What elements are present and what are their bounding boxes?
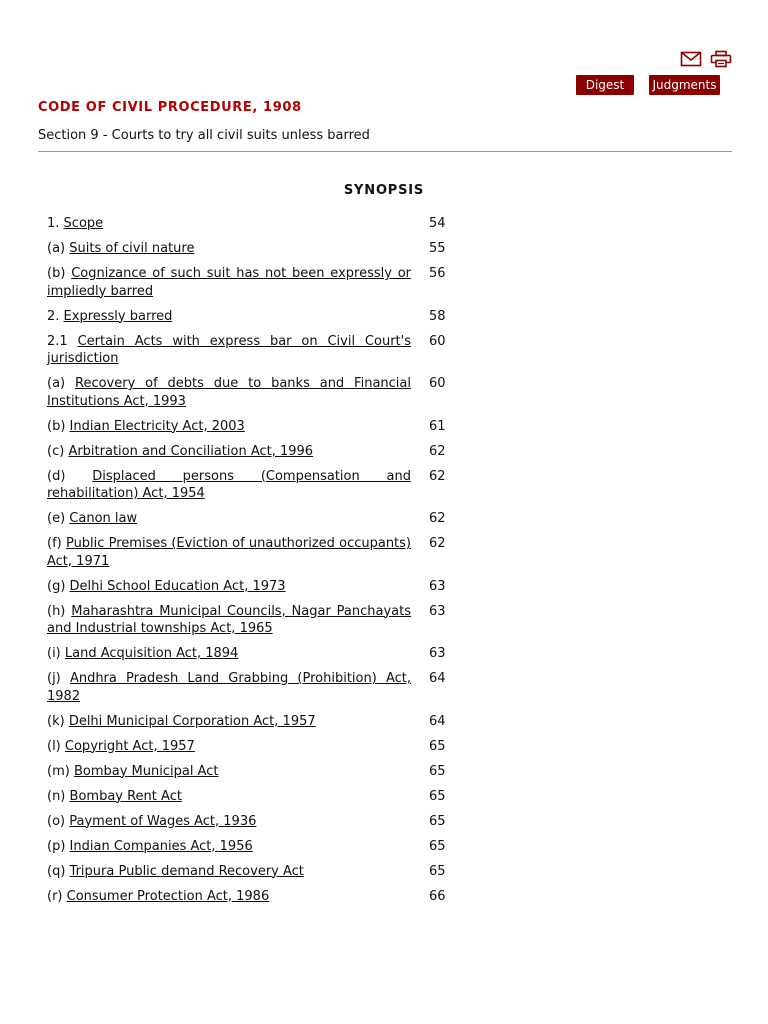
entry-page-number: 64 bbox=[429, 713, 446, 729]
synopsis-entry bbox=[47, 738, 467, 756]
entry-number: (h) bbox=[47, 603, 66, 619]
entry-text bbox=[47, 510, 411, 528]
entry-number: (a) bbox=[47, 241, 66, 256]
entry-number: (r) bbox=[47, 888, 63, 904]
entry-text bbox=[47, 603, 411, 638]
entry-number: (e) bbox=[47, 511, 66, 526]
synopsis-entry bbox=[47, 240, 467, 258]
entry-page-number: 60 bbox=[429, 376, 446, 391]
entry-number: (b) bbox=[47, 266, 66, 281]
entry-text bbox=[47, 308, 411, 326]
entry-link[interactable]: Cognizance of such suit has not been expressly or impliedly barred bbox=[47, 266, 411, 299]
synopsis-entry bbox=[47, 418, 467, 436]
entry-link[interactable]: Bombay Municipal Act bbox=[73, 763, 219, 779]
entry-link[interactable]: Recovery of debts due to banks and Financial Institutions Act, 1993 bbox=[47, 376, 411, 409]
entry-page-number: 62 bbox=[429, 443, 446, 459]
entry-number: (q) bbox=[47, 863, 66, 879]
entry-page-number: 55 bbox=[429, 241, 446, 256]
synopsis-entry bbox=[47, 443, 467, 461]
entry-page-number: 61 bbox=[429, 418, 446, 434]
synopsis-entry bbox=[47, 510, 467, 528]
entry-text bbox=[47, 240, 411, 258]
entry-text bbox=[47, 645, 411, 663]
entry-link[interactable]: Indian Electricity Act, 2003 bbox=[69, 418, 245, 434]
entry-page-number: 63 bbox=[429, 603, 446, 619]
entry-number: (o) bbox=[47, 813, 66, 829]
code-title: CODE OF CIVIL PROCEDURE, 1908 bbox=[38, 100, 302, 115]
synopsis-entry bbox=[47, 375, 467, 410]
synopsis-entry bbox=[47, 863, 467, 881]
entry-number: (p) bbox=[47, 838, 66, 854]
entry-page-number: 60 bbox=[429, 333, 446, 349]
divider bbox=[38, 151, 732, 152]
entry-page-number: 64 bbox=[429, 671, 446, 686]
entry-text bbox=[47, 763, 411, 781]
entry-text bbox=[47, 333, 411, 368]
entry-text bbox=[47, 888, 411, 906]
entry-number: (b) bbox=[47, 418, 66, 434]
entry-number: (g) bbox=[47, 578, 66, 594]
entry-page-number: 65 bbox=[429, 813, 446, 829]
entry-link[interactable]: Copyright Act, 1957 bbox=[64, 738, 195, 754]
synopsis-entry bbox=[47, 838, 467, 856]
entry-link[interactable]: Maharashtra Municipal Councils, Nagar Panchayats and Industrial townships Act, 1965 bbox=[47, 603, 411, 636]
entry-number: (c) bbox=[47, 443, 65, 459]
synopsis-entry bbox=[47, 713, 467, 731]
synopsis-entry bbox=[47, 215, 467, 233]
entry-text bbox=[47, 813, 411, 831]
entry-link[interactable]: Canon law bbox=[69, 511, 138, 526]
entry-text bbox=[47, 738, 411, 756]
entry-text bbox=[47, 578, 411, 596]
synopsis-entry bbox=[47, 468, 467, 503]
entry-number: (i) bbox=[47, 646, 61, 661]
entry-text bbox=[47, 713, 411, 731]
entry-link[interactable]: Land Acquisition Act, 1894 bbox=[64, 646, 239, 661]
entry-page-number: 62 bbox=[429, 536, 446, 551]
entry-link[interactable]: Consumer Protection Act, 1986 bbox=[66, 888, 270, 904]
entry-link[interactable]: Bombay Rent Act bbox=[69, 788, 182, 804]
entry-text bbox=[47, 418, 411, 436]
synopsis-entry bbox=[47, 888, 467, 906]
entry-text bbox=[47, 788, 411, 806]
synopsis-entry bbox=[47, 535, 467, 570]
entry-text bbox=[47, 838, 411, 856]
judgments-button[interactable]: Judgments bbox=[649, 75, 720, 95]
entry-text bbox=[47, 468, 411, 503]
synopsis-entry bbox=[47, 333, 467, 368]
digest-button[interactable]: Digest bbox=[576, 75, 634, 95]
printer-icon[interactable] bbox=[710, 50, 732, 68]
synopsis-entry bbox=[47, 763, 467, 781]
entry-link[interactable]: Delhi School Education Act, 1973 bbox=[69, 578, 286, 594]
entry-page-number: 65 bbox=[429, 738, 446, 754]
synopsis-list bbox=[47, 215, 467, 913]
entry-link[interactable]: Expressly barred bbox=[63, 308, 173, 324]
entry-link[interactable]: Displaced persons (Compensation and rehabilitation) Act, 1954 bbox=[47, 468, 411, 501]
entry-text bbox=[47, 265, 411, 300]
entry-number: (k) bbox=[47, 713, 65, 729]
entry-page-number: 62 bbox=[429, 468, 446, 484]
entry-page-number: 65 bbox=[429, 788, 446, 804]
entry-text bbox=[47, 375, 411, 410]
entry-page-number: 66 bbox=[429, 888, 446, 904]
entry-link[interactable]: Indian Companies Act, 1956 bbox=[69, 838, 253, 854]
entry-page-number: 63 bbox=[429, 578, 446, 594]
synopsis-entry bbox=[47, 813, 467, 831]
entry-page-number: 62 bbox=[429, 511, 446, 526]
synopsis-entry bbox=[47, 578, 467, 596]
entry-text bbox=[47, 535, 411, 570]
entry-link[interactable]: Tripura Public demand Recovery Act bbox=[69, 863, 304, 879]
entry-number: (l) bbox=[47, 738, 61, 754]
entry-link[interactable]: Andhra Pradesh Land Grabbing (Prohibition) Act, 1982 bbox=[47, 671, 411, 704]
entry-number: (a) bbox=[47, 376, 66, 391]
section-title: Section 9 - Courts to try all civil suits unless barred bbox=[38, 128, 370, 143]
synopsis-entry bbox=[47, 670, 467, 705]
entry-page-number: 65 bbox=[429, 838, 446, 854]
entry-link[interactable]: Arbitration and Conciliation Act, 1996 bbox=[68, 443, 314, 459]
entry-text bbox=[47, 215, 411, 233]
entry-page-number: 65 bbox=[429, 763, 446, 779]
entry-link[interactable]: Payment of Wages Act, 1936 bbox=[69, 813, 257, 829]
synopsis-entry bbox=[47, 603, 467, 638]
entry-page-number: 56 bbox=[429, 266, 446, 281]
synopsis-heading: SYNOPSIS bbox=[343, 183, 425, 198]
entry-page-number: 65 bbox=[429, 863, 446, 879]
entry-text bbox=[47, 443, 411, 461]
entry-page-number: 63 bbox=[429, 646, 446, 661]
entry-link[interactable]: Public Premises (Eviction of unauthorized occupants) Act, 1971 bbox=[47, 536, 412, 569]
toolbar-icons bbox=[680, 50, 732, 68]
entry-link[interactable]: Suits of civil nature bbox=[69, 241, 195, 256]
entry-number: 2.1 bbox=[47, 333, 68, 349]
entry-link[interactable]: Scope bbox=[63, 216, 104, 231]
entry-number: (j) bbox=[47, 671, 61, 686]
entry-number: (f) bbox=[47, 536, 62, 551]
synopsis-entry bbox=[47, 645, 467, 663]
synopsis-entry bbox=[47, 788, 467, 806]
entry-number: (m) bbox=[47, 763, 70, 779]
entry-number: 1. bbox=[47, 216, 60, 231]
entry-text bbox=[47, 670, 411, 705]
entry-number: 2. bbox=[47, 308, 60, 324]
entry-link[interactable]: Certain Acts with express bar on Civil Court's jurisdiction bbox=[47, 333, 411, 366]
entry-number: (n) bbox=[47, 788, 66, 804]
entry-page-number: 58 bbox=[429, 308, 446, 324]
entry-number: (d) bbox=[47, 468, 66, 484]
entry-page-number: 54 bbox=[429, 216, 446, 231]
synopsis-entry bbox=[47, 308, 467, 326]
envelope-icon[interactable] bbox=[680, 50, 702, 68]
synopsis-entry bbox=[47, 265, 467, 300]
entry-link[interactable]: Delhi Municipal Corporation Act, 1957 bbox=[68, 713, 316, 729]
entry-text bbox=[47, 863, 411, 881]
